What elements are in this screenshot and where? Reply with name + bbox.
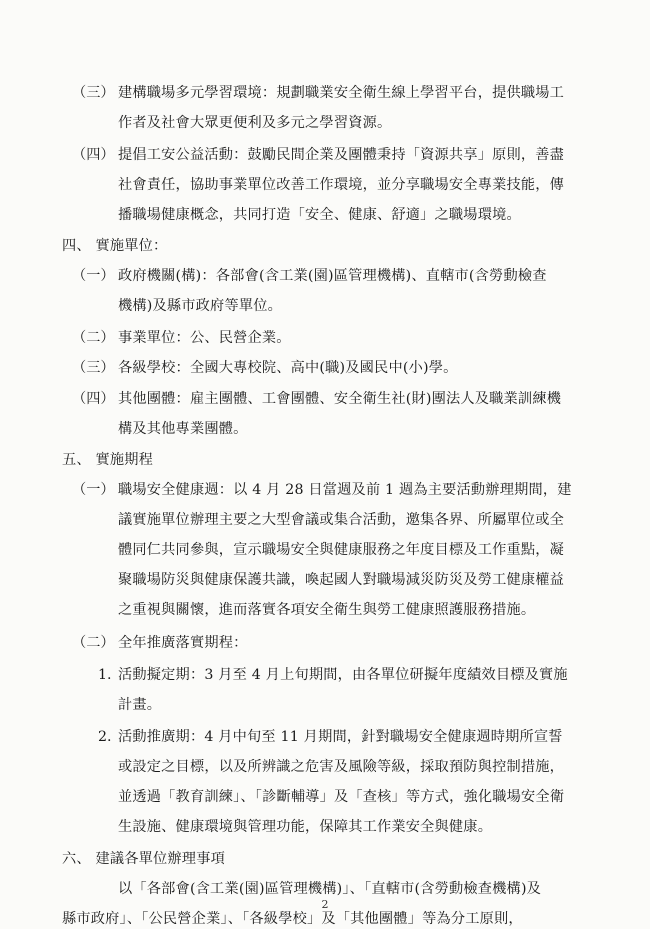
section-heading: 四、 實施單位： <box>62 238 168 254</box>
text-line: 各級學校：全國大專校院、高中(職)及國民中(小)學。 <box>118 360 458 376</box>
text-line: 計畫。 <box>118 697 162 713</box>
text-line: 縣市政府」、「公民營企業」、「各級學校」及「其他團體」等為分工原則， <box>62 911 523 927</box>
text-line: 以「各部會(含工業(園)區管理機構)」、「直轄市(含勞動檢查機構)及 <box>118 881 542 897</box>
text-line: 構及其他專業團體。 <box>118 421 248 437</box>
page-number: 2 <box>321 898 329 911</box>
text-line: 機構)及縣市政府等單位。 <box>118 298 282 314</box>
text-line: 生設施、健康環境與管理功能，保障其工作業安全與健康。 <box>118 819 493 835</box>
text-line: 議實施單位辦理主要之大型會議或集合活動，邀集各界、所屬單位或全 <box>118 512 565 528</box>
text-line: 活動推廣期：4 月中旬至 11 月期間，針對職場安全健康週時期所宣誓 <box>118 729 563 745</box>
subitem-label: 2. <box>98 729 112 745</box>
text-line: 體同仁共同參與，宣示職場安全與健康服務之年度目標及工作重點，凝 <box>118 542 565 558</box>
text-line: 並透過「教育訓練」、「診斷輔導」及「查核」等方式，強化職場安全衛 <box>118 789 565 805</box>
subitem-label: 1. <box>98 667 112 683</box>
text-line: 社會責任，協助事業單位改善工作環境，並分享職場安全專業技能，傳 <box>118 177 565 193</box>
text-line: 事業單位：公、民營企業。 <box>118 330 291 346</box>
item-label: （四） <box>72 147 115 163</box>
text-line: 政府機關(構)：各部會(含工業(園)區管理機構)、直轄市(含勞動檢查 <box>118 268 547 284</box>
text-line: 播職場健康概念，共同打造「安全、健康、舒適」之職場環境。 <box>118 207 521 223</box>
item-label: （三） <box>72 360 115 376</box>
text-line: 作者及社會大眾更便利及多元之學習資源。 <box>118 115 392 131</box>
text-line: 或設定之目標，以及所辨識之危害及風險等級，採取預防與控制措施， <box>118 759 565 775</box>
text-line: 職場安全健康週：以 4 月 28 日當週及前 1 週為主要活動辦理期間，建 <box>118 482 572 498</box>
item-label: （四） <box>72 391 115 407</box>
text-line: 建構職場多元學習環境：規劃職業安全衛生線上學習平台，提供職場工 <box>118 85 565 101</box>
item-label: （三） <box>72 85 115 101</box>
text-line: 其他團體：雇主團體、工會團體、安全衛生社(財)團法人及職業訓練機 <box>118 391 562 407</box>
text-line: 聚職場防災與健康保護共識，喚起國人對職場減災防災及勞工健康權益 <box>118 572 565 588</box>
item-label: （二） <box>72 330 115 346</box>
text-line: 活動擬定期：3 月至 4 月上旬期間，由各單位研擬年度績效目標及實施 <box>118 667 568 683</box>
text-line: 全年推廣落實期程： <box>118 635 248 651</box>
item-label: （一） <box>72 482 115 498</box>
text-line: 提倡工安公益活動：鼓勵民間企業及團體秉持「資源共享」原則，善盡 <box>118 147 565 163</box>
text-line: 之重視與關懷，進而落實各項安全衛生與勞工健康照護服務措施。 <box>118 602 536 618</box>
item-label: （一） <box>72 268 115 284</box>
section-heading: 五、 實施期程 <box>62 452 154 468</box>
item-label: （二） <box>72 635 115 651</box>
section-heading: 六、 建議各單位辦理事項 <box>62 851 225 867</box>
